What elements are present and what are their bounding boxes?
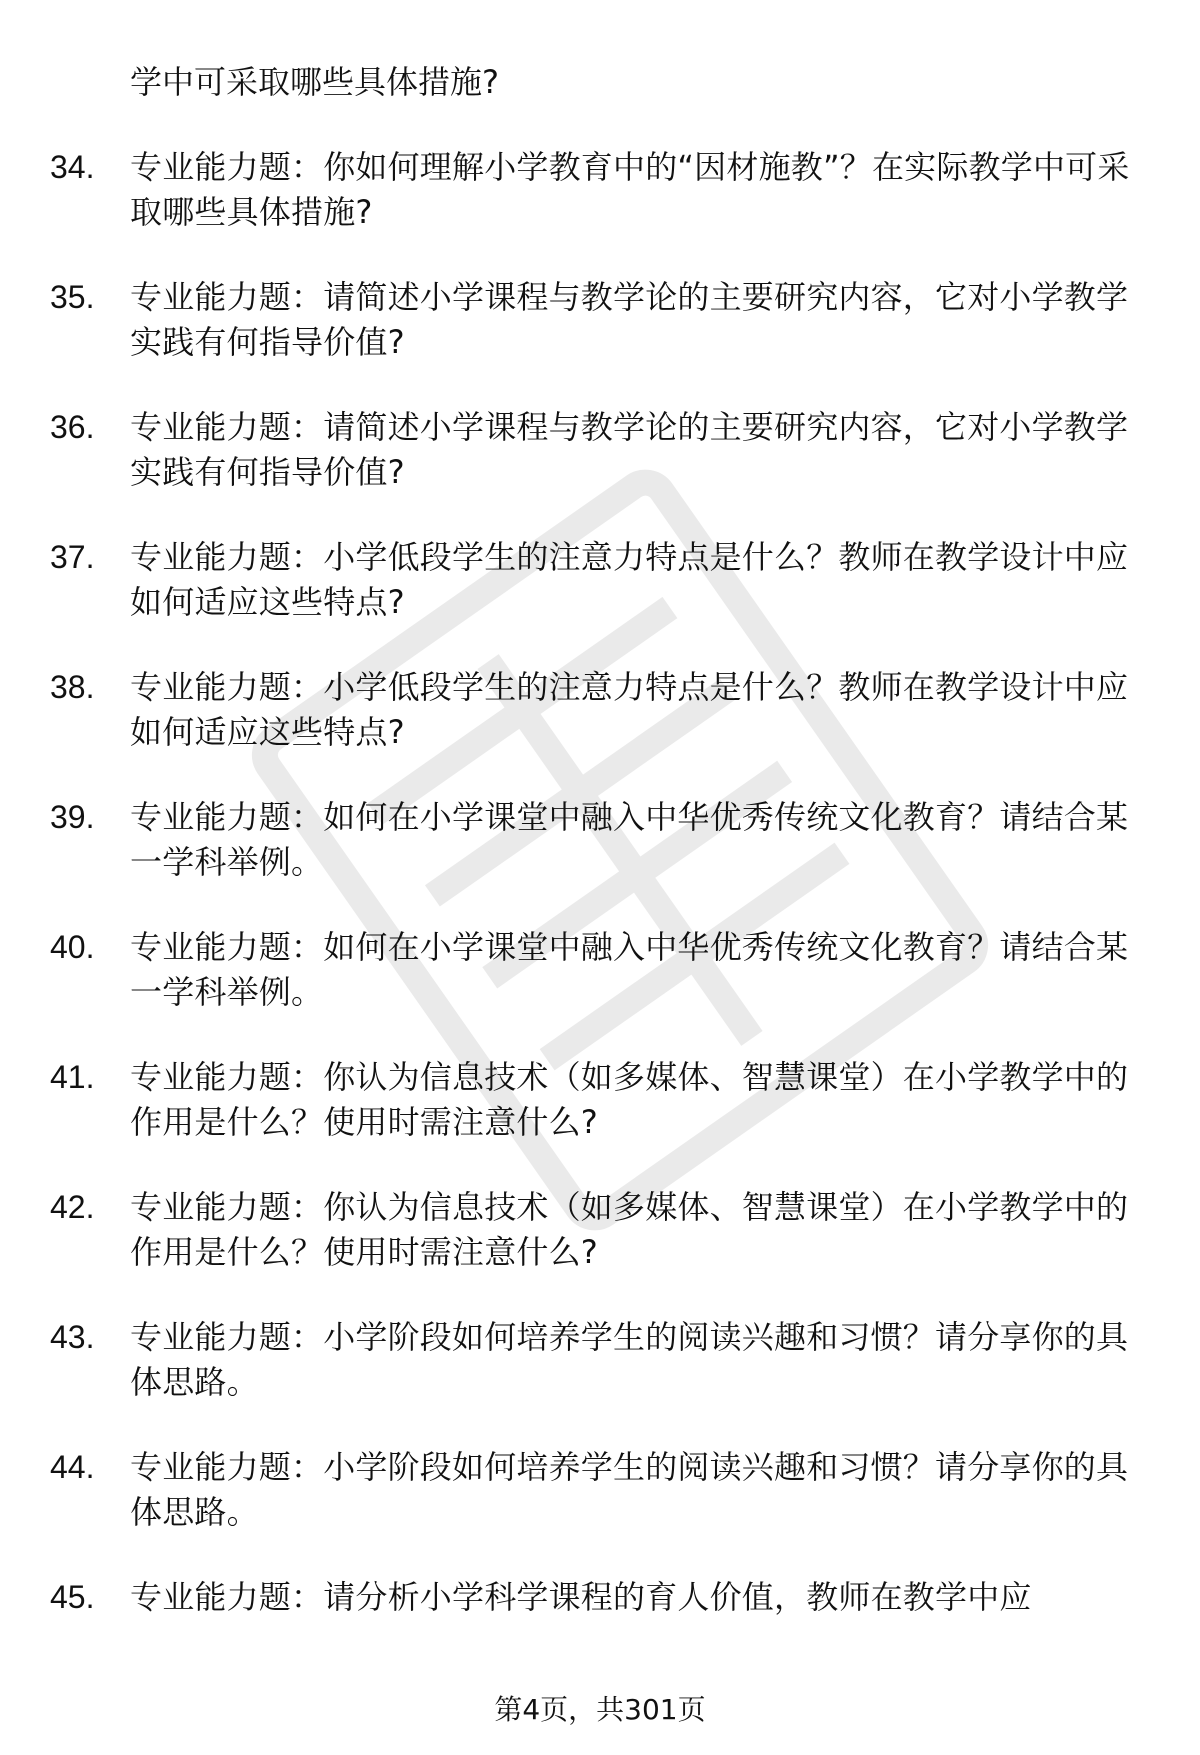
question-item <box>50 1445 1150 1535</box>
question-number: 41. <box>50 1059 95 1095</box>
question-item <box>50 1185 1150 1275</box>
question-text: 专业能力题：你认为信息技术（如多媒体、智慧课堂）在小学教学中的作用是什么？使用时需注意什么? <box>130 1188 1129 1271</box>
question-list <box>50 60 1150 1660</box>
question-item <box>50 1055 1150 1145</box>
question-text: 专业能力题：请分析小学科学课程的育人价值，教师在教学中应 <box>130 1578 1032 1616</box>
continued-question-text: 学中可采取哪些具体措施? <box>130 63 499 101</box>
question-text: 专业能力题：小学低段学生的注意力特点是什么？教师在教学设计中应如何适应这些特点? <box>130 668 1129 751</box>
question-item <box>50 795 1150 885</box>
question-number: 38. <box>50 669 95 705</box>
question-number: 37. <box>50 539 95 575</box>
question-number: 34. <box>50 149 95 185</box>
question-number: 39. <box>50 799 95 835</box>
question-number: 40. <box>50 929 95 965</box>
question-item <box>50 1315 1150 1405</box>
question-number: 36. <box>50 409 95 445</box>
question-item <box>50 925 1150 1015</box>
question-item <box>50 665 1150 755</box>
question-number: 35. <box>50 279 95 315</box>
question-text: 专业能力题：小学阶段如何培养学生的阅读兴趣和习惯？请分享你的具体思路。 <box>130 1448 1129 1531</box>
question-text: 专业能力题：请简述小学课程与教学论的主要研究内容，它对小学教学实践有何指导价值? <box>130 278 1129 361</box>
question-item <box>50 405 1150 495</box>
question-number: 43. <box>50 1319 95 1355</box>
question-item <box>50 1575 1150 1620</box>
question-item <box>50 145 1150 235</box>
question-text: 专业能力题：如何在小学课堂中融入中华优秀传统文化教育？请结合某一学科举例。 <box>130 798 1129 881</box>
question-number: 44. <box>50 1449 95 1485</box>
question-text: 专业能力题：小学阶段如何培养学生的阅读兴趣和习惯？请分享你的具体思路。 <box>130 1318 1129 1401</box>
question-number: 42. <box>50 1189 95 1225</box>
question-number: 45. <box>50 1579 95 1615</box>
question-text: 专业能力题：如何在小学课堂中融入中华优秀传统文化教育？请结合某一学科举例。 <box>130 928 1129 1011</box>
question-text: 专业能力题：小学低段学生的注意力特点是什么？教师在教学设计中应如何适应这些特点? <box>130 538 1129 621</box>
question-item <box>50 275 1150 365</box>
question-text: 专业能力题：你如何理解小学教育中的“因材施教”？在实际教学中可采取哪些具体措施? <box>130 148 1130 231</box>
question-item <box>50 535 1150 625</box>
question-text: 专业能力题：你认为信息技术（如多媒体、智慧课堂）在小学教学中的作用是什么？使用时需注意什么? <box>130 1058 1129 1141</box>
page-footer: 第4页，共301页 <box>494 1693 706 1726</box>
question-text: 专业能力题：请简述小学课程与教学论的主要研究内容，它对小学教学实践有何指导价值? <box>130 408 1129 491</box>
